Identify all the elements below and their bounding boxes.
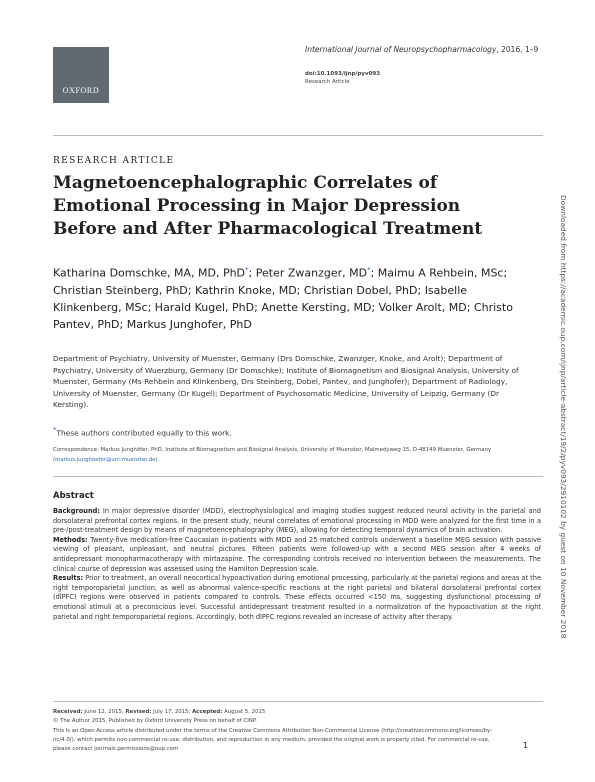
- header-divider: [53, 135, 543, 136]
- license-text: This is an Open Access article distributed under the terms of the Creative Commons Attribution Non-Commercial License (http://creativecommons.org/licenses/by-nc/4.0/), which permits non-commercial re-use, distribution, and reproduction in any medium, provided the original work is properly cited. For commercial re-use, please contact journals.permissions@oup.com: [53, 727, 493, 753]
- section-label: RESEARCH ARTICLE: [53, 156, 175, 166]
- abstract-heading: Abstract: [53, 491, 94, 501]
- doi-block: [305, 70, 380, 86]
- author-name: ; Peter Zwanzger, MD: [248, 266, 368, 280]
- footer-divider: [53, 701, 543, 702]
- journal-meta: , 2016, 1–9: [496, 45, 539, 54]
- revised-label: Revised:: [125, 709, 152, 715]
- received-date: June 12, 2015;: [82, 709, 126, 715]
- correspondence-email-link[interactable]: markus.junghoefer@uni-muenster.de: [55, 456, 156, 463]
- article-type: Research Article: [305, 79, 350, 85]
- results-label: Results:: [53, 574, 84, 583]
- abstract-methods: [53, 536, 541, 574]
- dates-line: [53, 708, 503, 717]
- download-watermark: Downloaded from https://academic.oup.com/ijnp/article-abstract/19/2/pyv093/2910102 by guest on 10 November 2018: [559, 195, 568, 639]
- page-number: 1: [523, 741, 529, 750]
- results-text: Prior to treatment, an overall neocortical hypoactivation during emotional processing, particularly at the parietal regions and areas at the right temporoparietal junction, as well as abnormal valence-specific reactions at the right parietal and bilateral dorsolateral prefrontal cortex (dlPFC) regions were observed in patients compared to controls. These effects occurred <150 ms, suggesting dysfunctional processing of emotional stimuli at a preconscious level. Successful antidepressant treatment resulted in a normalization of the hypoactivation at the right parietal and right temporoparietal regions. Accordingly, both dlPFC regions revealed an increase of activity after therapy.: [53, 574, 541, 621]
- footer: [53, 708, 503, 754]
- equal-contribution-mark[interactable]: *: [367, 266, 371, 274]
- correspondence-end: ).: [155, 456, 160, 463]
- accepted-label: Accepted:: [192, 709, 223, 715]
- equal-contribution-mark[interactable]: *: [245, 266, 249, 274]
- received-label: Received:: [53, 709, 83, 715]
- journal-name[interactable]: International Journal of Neuropsychopharmacology: [305, 45, 497, 54]
- author-list: [53, 262, 513, 333]
- methods-text: Twenty-five medication-free Caucasian in-patients with MDD and 25 matched controls underwent a baseline MEG session with passive viewing of pleasant, unpleasant, and neutral pictures. Fifteen patients were followed-up with a second MEG session after 4 weeks of antidepressant monopharmacotherapy with mirtazapine. The corresponding controls received no intervention between the measurements. The clinical course of depression was assessed using the Hamilton Depression scale.: [53, 535, 541, 573]
- correspondence-text: Correspondence: Markus Junghöfer, PhD, Institute of Biomagnetism and Biosignal Analysis, University of Muenster, Malmedyweg 15, D-48149 Muenster, Germany (: [53, 447, 492, 463]
- background-text: In major depressive disorder (MDD), electrophysiological and imaging studies suggest reduced neural activity in the parietal and dorsolateral prefrontal cortex regions. In the present study, neural correlates of emotional processing in MDD were analyzed for the first time in a pre-/post-treatment design by means of magnetoencephalography (MEG), allowing for detecting temporal dynamics of brain activation.: [53, 507, 541, 535]
- abstract-divider-top: [53, 476, 543, 477]
- copyright: © The Author 2015. Published by Oxford University Press on behalf of CINP.: [53, 718, 257, 725]
- accepted-date: August 5, 2015: [222, 709, 266, 715]
- correspondence: [53, 446, 539, 465]
- abstract-results: [53, 574, 541, 622]
- note-mark: *: [53, 426, 57, 434]
- author-names: ; Maimu A Rehbein, MSc; Christian Steinberg, PhD; Kathrin Knoke, MD; Christian Dobel, PhD; Isabelle Klinkenberg, MSc; Harald Kugel, PhD; Anette Kersting, MD; Volker Arolt, MD; Christo Pantev, PhD; Markus Junghofer, PhD: [53, 266, 513, 331]
- abstract-body: [53, 507, 541, 622]
- author-name: Katharina Domschke, MA, MD, PhD: [53, 266, 246, 280]
- background-label: Background:: [53, 507, 101, 515]
- logo-text: OXFORD: [62, 86, 100, 95]
- journal-citation: [305, 45, 555, 54]
- revised-date: July 17, 2015;: [151, 709, 193, 715]
- methods-label: Methods:: [53, 535, 88, 544]
- affiliations: Department of Psychiatry, University of Muenster, Germany (Drs Domschke, Zwanzger, Knoke, and Arolt); Department of Psychiatry, University of Wuerzburg, Germany (Dr Domschke); Institute of Biomagnetism and Biosignal Analysis, University of Muenster, Germany (Ms Rehbein and Klinkenberg, Drs Steinberg, Dobel, Pantev, and Junghofer); Department of Radiology, University of Muenster, Germany (Dr Kugel); Department of Psychosomatic Medicine, University of Leipzig, Germany (Dr Kersting).: [53, 354, 519, 410]
- abstract-background: [53, 507, 541, 536]
- article-title: Magnetoencephalographic Correlates of Emotional Processing in Major Depression Before and After Pharmacological Treatment: [53, 173, 483, 239]
- note-text: These authors contributed equally to this work.: [56, 428, 232, 438]
- doi[interactable]: doi:10.1093/ijnp/pyv093: [305, 71, 381, 77]
- equal-contribution-note: [53, 426, 533, 437]
- oxford-logo: [53, 47, 109, 103]
